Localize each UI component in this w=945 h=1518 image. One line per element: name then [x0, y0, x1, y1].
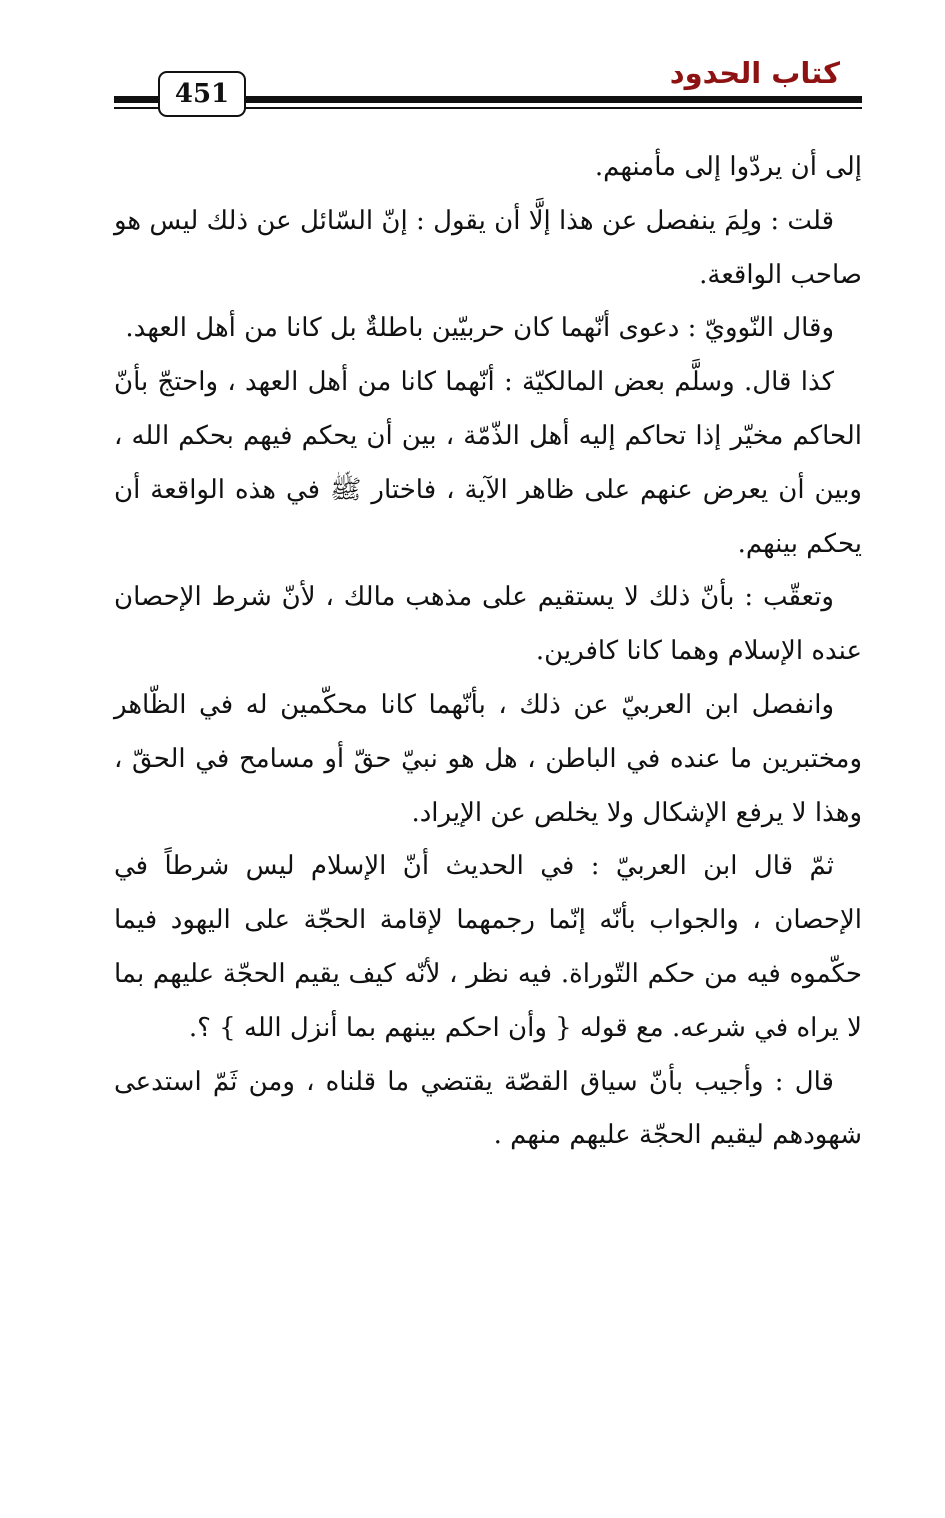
paragraph: قال : وأجيب بأنّ سياق القصّة يقتضي ما قلناه ، ومن ثَمّ استدعى شهودهم ليقيم الحجّة عليهم منهم . — [114, 1066, 862, 1151]
paragraph: وتعقّب : بأنّ ذلك لا يستقيم على مذهب مالك ، لأنّ شرط الإحصان عنده الإسلام وهما كانا كافرين. — [114, 582, 862, 667]
book-title: كتاب الحدود — [669, 56, 840, 90]
paragraph: إلى أن يردّوا إلى مأمنهم. — [594, 152, 862, 182]
paragraph: كذا قال. وسلَّم بعض المالكيّة : أنّهما كانا من أهل العهد ، واحتجّ بأنّ الحاكم مخيّر إذا تحاكم إليه أهل الذّمّة ، بين أن يحكم فيهم بحكم الله ، وبين أن يعرض عنهم على ظاهر الآية ، فاختار ﷺ في هذه الواقعة أن يحكم بينهم. — [114, 367, 862, 559]
page-header — [114, 52, 862, 122]
page-body — [114, 141, 862, 1163]
paragraph: وانفصل ابن العربيّ عن ذلك ، بأنّهما كانا محكّمين له في الظّاهر ومختبرين ما عنده في الباطن ، هل هو نبيّ حقّ أو مسامح في الحقّ ، وهذا لا يرفع الإشكال ولا يخلص عن الإيراد. — [114, 689, 862, 828]
paragraph: ثمّ قال ابن العربيّ : في الحديث أنّ الإسلام ليس شرطاً في الإحصان ، والجواب بأنّه إنّما رجمهما لإقامة الحجّة على اليهود فيما حكّموه فيه من حكم التّوراة. فيه نظر ، لأنّه كيف يقيم الحجّة عليهم بما لا يراه في شرعه. مع قوله { وأن احكم بينهم بما أنزل الله } ؟. — [114, 851, 862, 1043]
paragraph: وقال النّوويّ : دعوى أنّهما كان حربيّين باطلةٌ بل كانا من أهل العهد. — [125, 313, 834, 344]
paragraph: قلت : ولِمَ ينفصل عن هذا إلَّا أن يقول : إنّ السّائل عن ذلك ليس هو صاحب الواقعة. — [114, 205, 862, 290]
page-number: 451 — [158, 71, 246, 117]
